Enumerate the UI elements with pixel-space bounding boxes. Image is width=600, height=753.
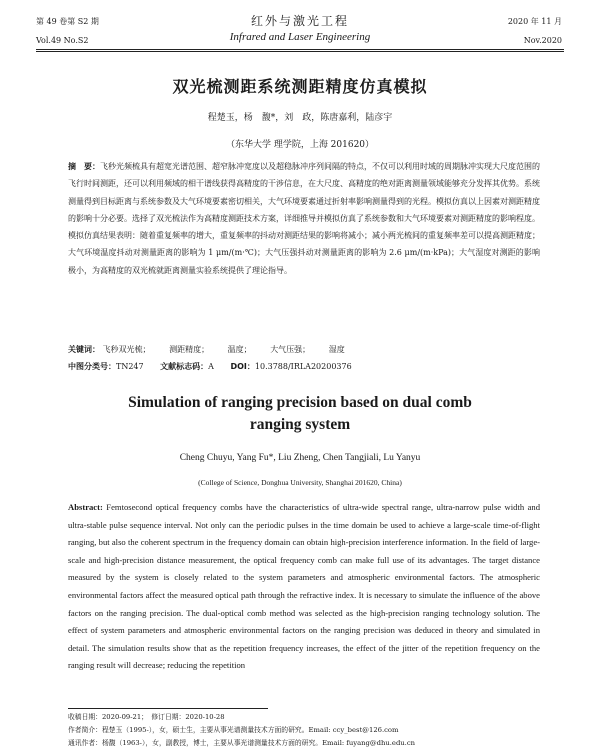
abstract-label-en: Abstract: [68,502,103,512]
date-cn: 2020 年 11 月 [507,17,562,26]
footnote-received: 收稿日期：2020-09-21； 修订日期：2020-10-28 [68,713,225,721]
authors-cn: 程楚玉，杨 馥*，刘 政，陈唐嘉利，陆彦宇 [207,113,393,123]
abstract-text-en: Femtosecond optical frequency combs have the characteristics of ultra-wide spectral range, ultra-narrow pulse width and ultra-stable pulse sequence interval. Not only can the periodic pulses in the time domain be used to achieve a large-scale time-of-flight ranging, but also the coherent spectrum in the frequency domain can obtain high-precision interference information. In the field of large-scale and high-precision distance measurement, the optical frequency comb can make full use of its advantages. The target distance measured by the system is closely related to the system parameters and atmospheric environmental factors. The atmospheric environmental factors affect the measured optical path through the refractive index. It is necessary to simulate the influence of the above factors on the ranging precision. The dual-optical comb method was selected as the high-precision ranging technology solution. The effect of system parameters and atmospheric environmental factors on the ranging precision was deduced in theory and simulated in detail. The simulation results show that as the repetition frequency increases, the effect of the jitter of the repetition frequency on the ranging result will decrease; reducing the repetition [68,502,540,671]
keywords-cn [68,344,540,355]
classification-line [68,361,548,372]
footnote-corresponding-author: 通讯作者：杨馥（1963-），女，副教授，博士，主要从事光谱测量技术方面的研究。Email: fuyang@dhu.edu.cn [68,739,416,747]
affiliation-cn: （东华大学 理学院，上海 201620） [225,140,375,150]
doi-label: DOI： [230,362,255,371]
keyword: 湿度 [328,345,345,354]
paper-title-en-line2: ranging system [249,416,351,433]
journal-name-en: Infrared and Laser Engineering [229,31,371,43]
abstract-en [68,499,540,675]
clc-code: TN247 [116,362,144,371]
keyword: 飞秒双光梳； [102,345,151,354]
paper-title-cn: 双光梳测距系统测距精度仿真模拟 [172,77,428,96]
date-en: Nov.2020 [523,36,562,45]
paper-title-en-line1: Simulation of ranging precision based on dual comb [128,394,472,411]
abstract-cn [68,158,540,279]
keyword: 温度； [227,345,252,354]
keyword: 测距精度； [169,345,210,354]
keywords-label-cn: 关键词： [68,345,100,354]
volume-en: Vol.49 No.S2 [36,36,89,45]
clc-label: 中图分类号： [68,362,116,371]
doi-value: 10.3788/IRLA20200376 [254,362,352,371]
journal-name-cn: 红外与激光工程 [250,14,349,28]
paper-title-en [0,392,600,436]
volume-cn: 第 49 卷第 S2 期 [36,17,99,26]
header-rule [36,49,564,50]
doc-code: A [208,362,214,371]
abstract-text-cn: 飞秒光频梳具有超宽光谱范围、超窄脉冲宽度以及超稳脉冲序列间隔的特点，不仅可以利用时域的周期脉冲实现大尺度范围的飞行时间测距，还可以利用频域的相干谱线获得高精度的干涉信息，在大尺度、高精度的绝对距离测量领域能够充分发挥其优势。系统测量得到目标距离与系统参数及大气环境要素密切相关，大气环境要素通过折射率影响测量得到的光程。模拟仿真以上因素对测距精度的影响十分必要。选择了双光梳法作为高精度测距技术方案，详细推导并模拟仿真了系统参数和大气环境要素对测距精度的影响程度。模拟仿真结果表明：随着重复频率的增大，重复频率的抖动对测距结果的影响将减小；减小两光梳间的重复频率差可以提高测距精度；大气环境温度抖动对测量距离的影响为 1 μm/(m·℃)；大气压强抖动对测量距离的影响为 2.6 μm/(m·kPa)；大气湿度对测距的影响极小，为高精度的双光梳就距离测量实验系统提供了理论指导。 [68,162,540,275]
affiliation-en: (College of Science, Donghua University, Shanghai 201620, China) [198,478,402,487]
doc-code-label: 文献标志码： [160,362,209,371]
keyword: 大气压强； [270,345,311,354]
footnote-first-author: 作者简介：程楚玉（1995-），女，硕士生，主要从事光谱测量技术方面的研究。Email: ccy_best@126.com [68,726,399,734]
running-header [0,10,600,50]
footnote-rule [68,708,268,709]
authors-en: Cheng Chuyu, Yang Fu*, Liu Zheng, Chen Tangjiali, Lu Yanyu [179,453,421,463]
header-rule-secondary [36,51,564,52]
abstract-label-cn: 摘 要： [68,162,100,171]
